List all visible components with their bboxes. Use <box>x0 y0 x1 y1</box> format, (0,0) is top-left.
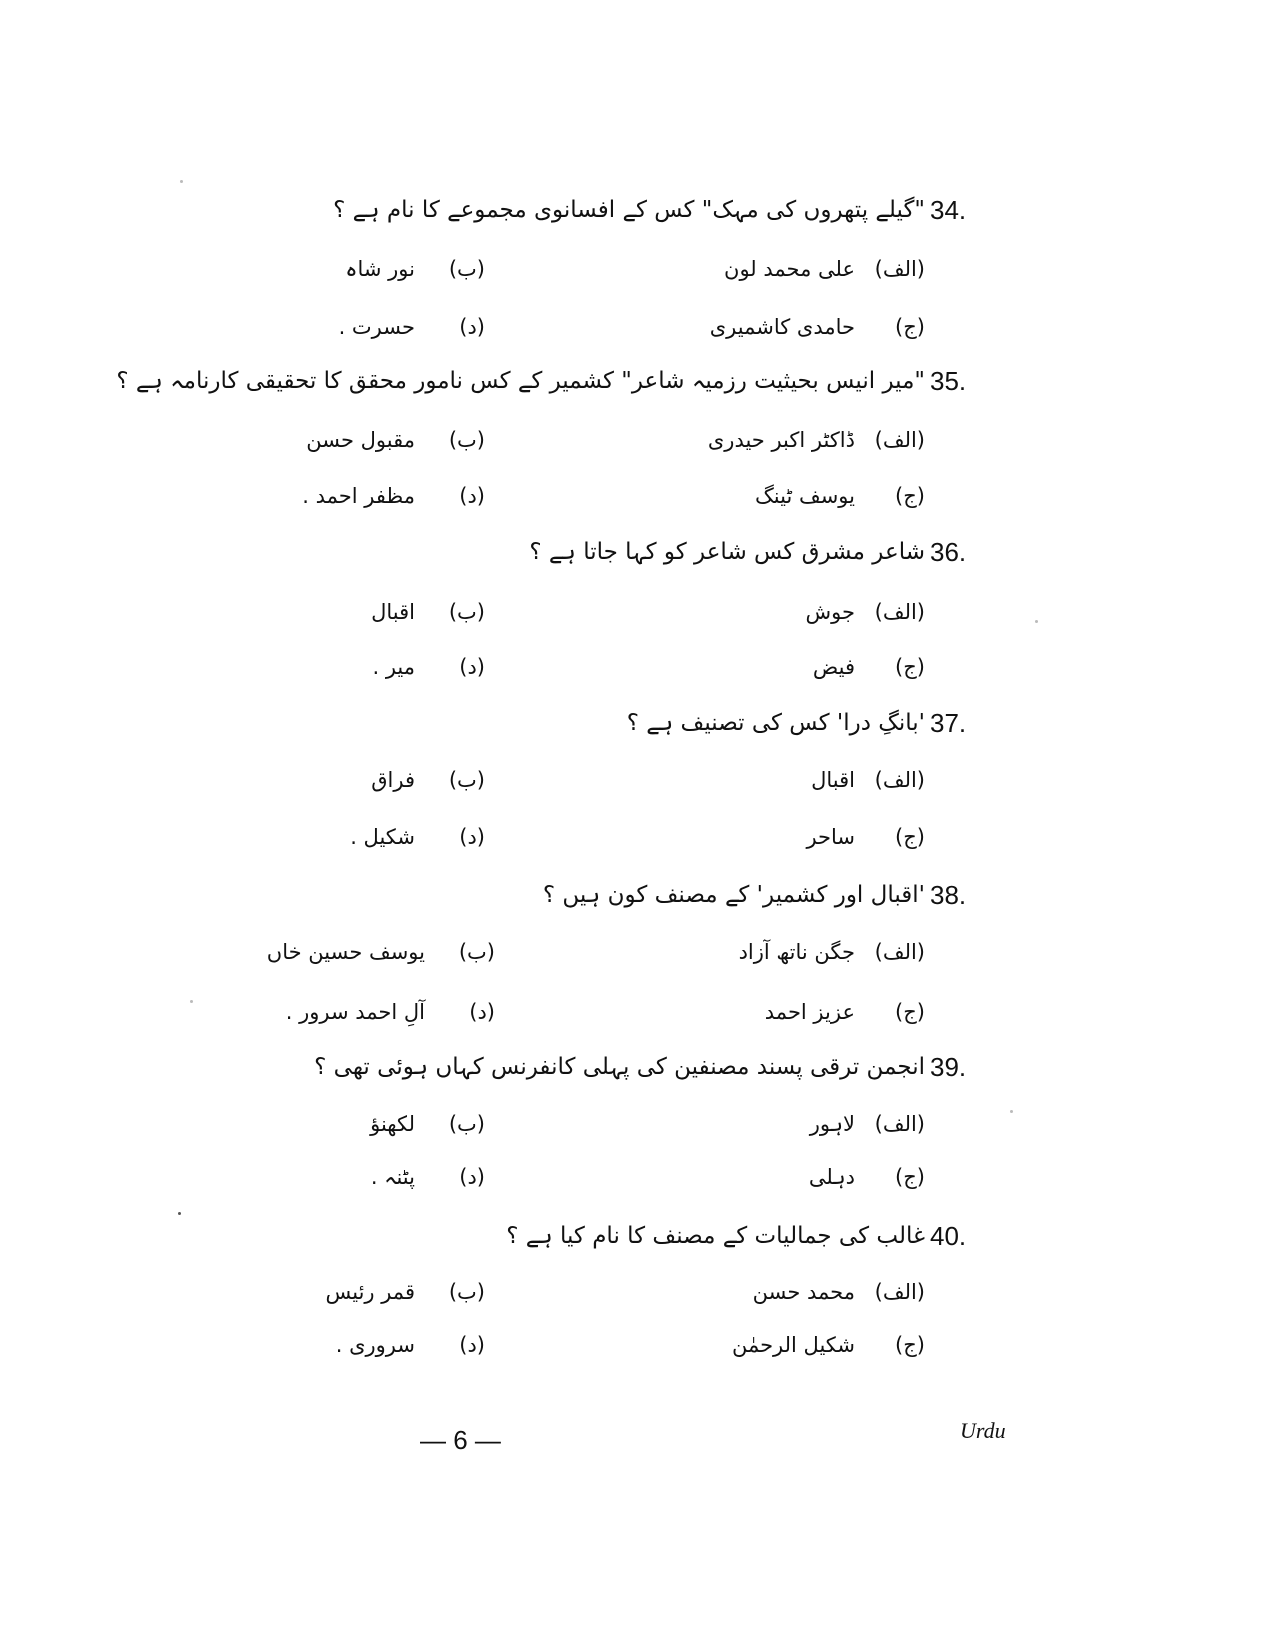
option-text: جگن ناتھ آزاد <box>738 940 855 964</box>
question-number: 37. <box>930 708 967 738</box>
option-text: علی محمد لون <box>724 257 855 281</box>
question-text: 'اقبال اور کشمیر' کے مصنف کون ہیں ؟ <box>542 882 925 908</box>
option-marker: (د) <box>459 315 485 339</box>
option-c <box>625 655 925 679</box>
subject-label: Urdu <box>960 1418 1006 1443</box>
option-marker: (د) <box>459 825 485 849</box>
option-b <box>145 940 495 964</box>
option-marker: (د) <box>459 655 485 679</box>
option-text: مظفر احمد . <box>302 484 415 508</box>
option-b <box>165 768 485 792</box>
option-text: حسرت . <box>338 315 415 339</box>
scan-speck <box>180 180 183 183</box>
option-marker: (الف) <box>874 1280 925 1304</box>
option-d <box>165 1333 485 1357</box>
option-marker: (الف) <box>874 940 925 964</box>
option-b <box>165 1280 485 1304</box>
option-a <box>625 600 925 624</box>
option-marker: (ب) <box>448 1112 485 1136</box>
option-c <box>625 315 925 339</box>
question-text: غالب کی جمالیات کے مصنف کا نام کیا ہے ؟ <box>506 1223 925 1249</box>
option-d <box>165 1165 485 1189</box>
option-text: ساحر <box>806 825 855 849</box>
option-marker: (ب) <box>448 428 485 452</box>
scan-speck <box>1010 1110 1013 1113</box>
option-text: لاہور <box>809 1112 855 1136</box>
question-number: 35. <box>930 366 967 396</box>
question-text: انجمن ترقی پسند مصنفین کی پہلی کانفرنس کہاں ہوئی تھی ؟ <box>314 1054 925 1080</box>
question-text: "میر انیس بحیثیت رزمیہ شاعر" کشمیر کے کس نامور محقق کا تحقیقی کارنامہ ہے ؟ <box>116 368 925 394</box>
option-text: اقبال <box>811 768 855 792</box>
option-text: محمد حسن <box>752 1280 855 1304</box>
option-marker: (ب) <box>458 940 495 964</box>
option-text: اقبال <box>371 600 415 624</box>
option-c <box>625 825 925 849</box>
option-text: حامدی کاشمیری <box>709 315 855 339</box>
question-number: 34. <box>930 195 967 225</box>
option-marker: (ج) <box>895 1165 925 1189</box>
option-marker: (ب) <box>448 768 485 792</box>
option-marker: (ب) <box>448 1280 485 1304</box>
option-marker: (ج) <box>895 1333 925 1357</box>
scan-speck <box>190 1000 193 1003</box>
option-marker: (ب) <box>448 257 485 281</box>
option-marker: (ج) <box>895 1000 925 1024</box>
option-c <box>625 1333 925 1357</box>
page-number: — 6 — <box>420 1425 501 1455</box>
option-b <box>165 257 485 281</box>
option-marker: (ج) <box>895 484 925 508</box>
option-text: سروری . <box>335 1333 415 1357</box>
option-text: یوسف ٹینگ <box>754 484 855 508</box>
option-marker: (الف) <box>874 257 925 281</box>
question-number: 36. <box>930 537 967 567</box>
question-text: شاعر مشرق کس شاعر کو کہا جاتا ہے ؟ <box>529 539 925 565</box>
option-a <box>625 768 925 792</box>
question-text: 'بانگِ درا' کس کی تصنیف ہے ؟ <box>626 710 925 736</box>
option-text: آلِ احمد سرور . <box>285 1000 425 1024</box>
option-marker: (الف) <box>874 768 925 792</box>
option-marker: (الف) <box>874 1112 925 1136</box>
option-text: ڈاکٹر اکبر حیدری <box>707 428 855 452</box>
option-a <box>625 1112 925 1136</box>
option-text: شکیل . <box>350 825 415 849</box>
option-text: دہلی <box>808 1165 855 1189</box>
option-text: پٹنہ . <box>370 1165 415 1189</box>
option-a <box>625 257 925 281</box>
option-d <box>165 315 485 339</box>
option-c <box>625 1000 925 1024</box>
option-a <box>625 940 925 964</box>
option-text: میر . <box>372 655 415 679</box>
option-text: شکیل الرحمٰن <box>731 1333 855 1357</box>
option-marker: (الف) <box>874 600 925 624</box>
option-marker: (د) <box>469 1000 495 1024</box>
option-marker: (د) <box>459 1333 485 1357</box>
question-number: 40. <box>930 1221 967 1251</box>
option-marker: (ج) <box>895 315 925 339</box>
option-marker: (د) <box>459 1165 485 1189</box>
scan-speck <box>1035 620 1038 623</box>
option-marker: (الف) <box>874 428 925 452</box>
scan-speck <box>178 1212 181 1215</box>
option-text: یوسف حسین خاں <box>266 940 425 964</box>
option-a <box>625 428 925 452</box>
option-marker: (ج) <box>895 825 925 849</box>
option-b <box>165 600 485 624</box>
question-number: 39. <box>930 1052 967 1082</box>
option-marker: (د) <box>459 484 485 508</box>
question-text: "گیلے پتھروں کی مہک" کس کے افسانوی مجموعے کا نام ہے ؟ <box>333 197 925 223</box>
option-a <box>625 1280 925 1304</box>
option-c <box>625 484 925 508</box>
option-text: مقبول حسن <box>306 428 415 452</box>
option-marker: (ج) <box>895 655 925 679</box>
option-text: فراق <box>371 768 415 792</box>
option-d <box>145 1000 495 1024</box>
option-marker: (ب) <box>448 600 485 624</box>
option-text: فیض <box>812 655 855 679</box>
question-number: 38. <box>930 880 967 910</box>
option-b <box>165 1112 485 1136</box>
option-text: جوش <box>805 600 855 624</box>
option-text: نور شاہ <box>345 257 415 281</box>
option-d <box>165 484 485 508</box>
option-d <box>165 825 485 849</box>
option-b <box>165 428 485 452</box>
option-text: لکھنؤ <box>370 1112 415 1136</box>
option-c <box>625 1165 925 1189</box>
option-text: قمر رئیس <box>325 1280 415 1304</box>
option-d <box>165 655 485 679</box>
option-text: عزیز احمد <box>764 1000 855 1024</box>
